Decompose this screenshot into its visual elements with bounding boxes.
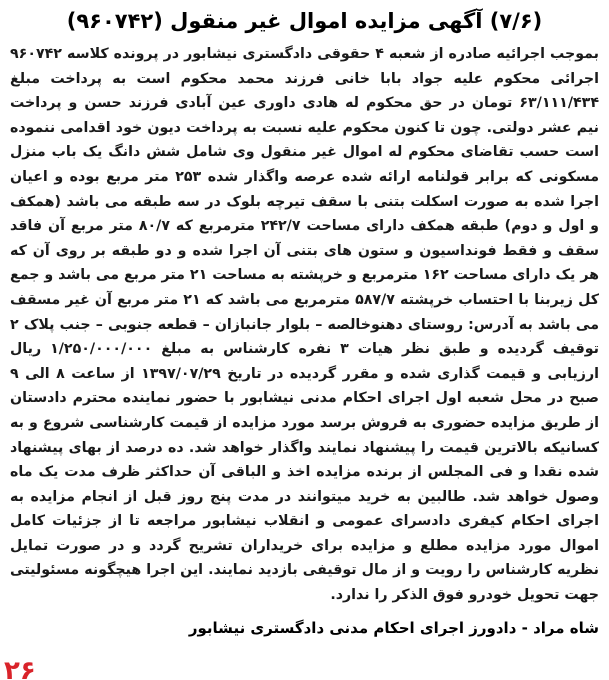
notice-body-text: بموجب اجرائیه صادره از شعبه ۴ حقوقی دادگستری نیشابور در پرونده کلاسه ۹۶۰۷۴۲ اجرائی محکوم علیه جواد بابا خانی فرزند محمد محکوم است به پرداخت مبلغ ۶۳/۱۱۱/۴۳۴ تومان در حق محکوم له هادی داوری عین آبادی فرزند حسن و پرداخت نیم عشر دولتی. چون تا کنون محکوم علیه نسبت به پرداخت دیون خود اقدامی ننموده است حسب تقاضای محکوم له اموال غیر منقول وی شامل شش دانگ یک باب منزل مسکونی که برابر قولنامه ارائه شده عرصه واگذار شده ۲۵۳ متر مربع بوده و اعیان اجرا شده به صورت اسکلت بتنی با سقف تیرچه بلوک در سه طبقه می باشد (همکف و اول و دوم) طبقه همکف دارای مساحت ۲۴۲/۷ مترمربع که ۸۰/۷ متر مربع آن فاقد سقف و فقط فونداسیون و ستون های بتنی آن اجرا شده و دو طبقه بر روی آن که هر یک دارای مساحت ۱۶۲ مترمربع و خرپشته به مساحت ۲۱ متر مربع می باشد و جمع کل زیربنا با احتساب خرپشته ۵۸۷/۷ مترمربع می باشد که ۲۱ متر مربع آن غیر مسقف می باشد به آدرس: روستای دهنوخالصه – بلوار جانبازان – قطعه جنوبی – جنب پلاک ۲ توقیف گردیده و طبق نظر هیات ۳ نفره کارشناس به مبلغ ۱/۲۵۰/۰۰۰/۰۰۰ ریال ارزیابی و قیمت گذاری شده و مقرر گردیده در تاریخ ۱۳۹۷/۰۷/۲۹ از ساعت ۸ الی ۹ صبح در محل شعبه اول اجرای احکام مدنی نیشابور با حضور نماینده محترم دادستان از طریق مزایده حضوری به فروش برسد مورد مزایده از قیمت کارشناسی شروع و به کسانیکه بالاترین قیمت را پیشنهاد نمایند واگذار خواهد شد. ده درصد از بهای پیشنهاد شده نقدا و فی المجلس از برنده مزایده اخذ و الباقی آن حداکثر ظرف مدت یک ماه وصول خواهد شد. طالبین به خرید میتوانند در مدت پنج روز قبل از انجام مزایده به اجرای احکام کیفری دادسرای عمومی و انقلاب نیشابور مراجعه تا از جزئیات کامل اموال مورد مزایده مطلع و مزایده برای خریداران تشریح گردد و در صورت تمایل نظریه کارشناس را رویت و از مال توقیفی بازدید نمایند. این اجرا هیچگونه مسئولیتی جهت تحویل خودرو فوق الذکر را ندارد. [10,46,600,604]
notice-signature: شاه مراد - دادورز اجرای احکام مدنی دادگستری نیشابور [188,618,599,637]
notice-title: (۷/۶) آگهی مزایده اموال غیر منقول (۹۶۰۷۴۲) [66,9,543,33]
notice-body [10,42,599,608]
red-page-number-stamp: ۲۶ [4,658,36,680]
